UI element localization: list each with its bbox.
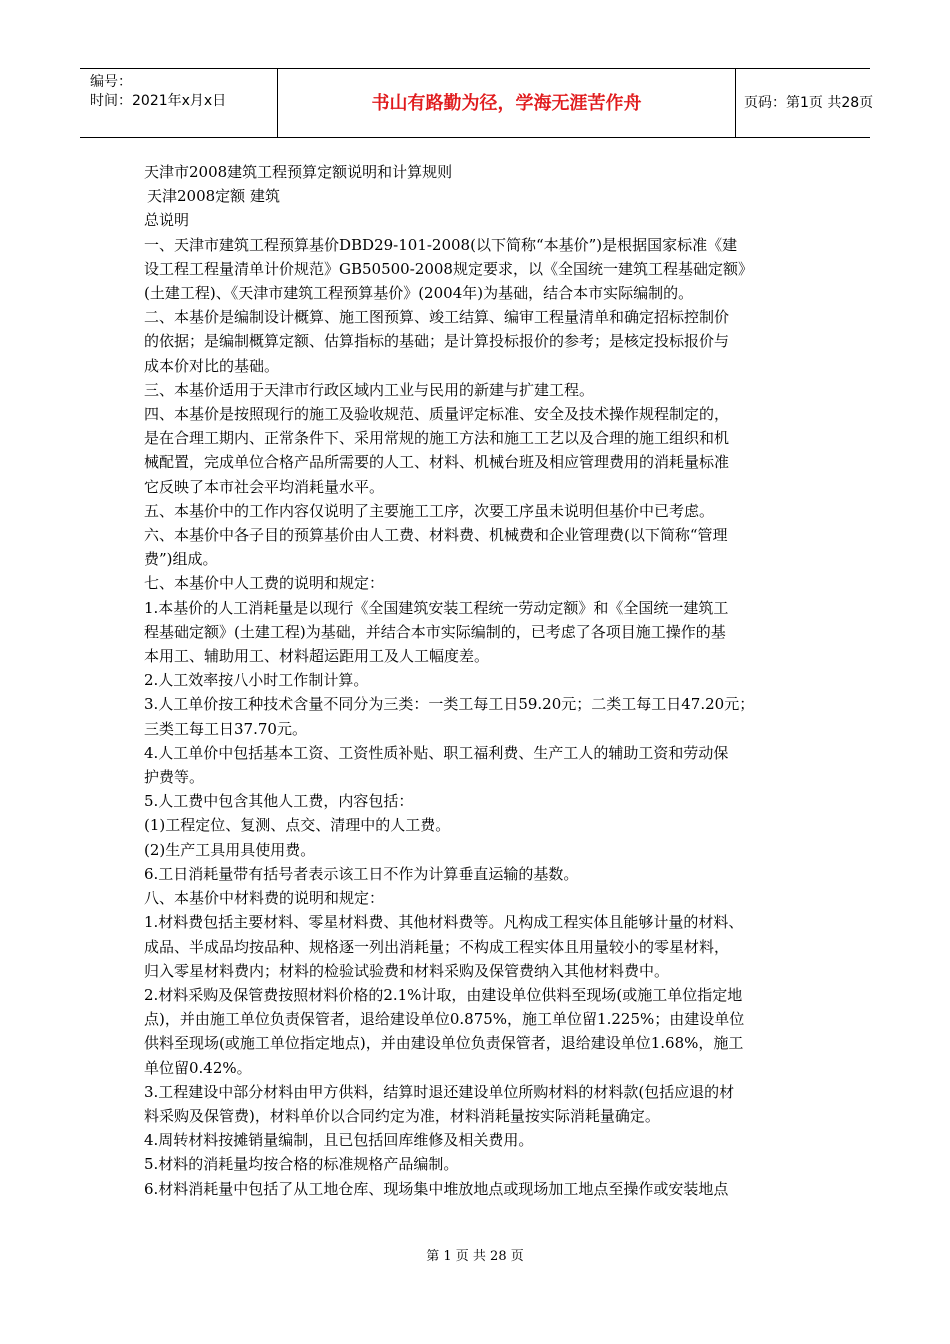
body-line: 程基础定额》(土建工程)为基础，并结合本市实际编制的，已考虑了各项目施工操作的基 xyxy=(144,622,726,641)
document-time-label: 时间：2021年x月x日 xyxy=(90,93,227,109)
body-line: 费”)组成。 xyxy=(144,550,218,569)
body-line: (1)工程定位、复测、点交、清理中的人工费。 xyxy=(144,816,451,835)
body-line: 械配置，完成单位合格产品所需要的人工、材料、机械台班及相应管理费用的消耗量标准 xyxy=(144,453,730,472)
body-line: 2.材料采购及保管费按照材料价格的2.1%计取，由建设单位供料至现场(或施工单位指定地 xyxy=(144,985,743,1004)
body-line: 一、天津市建筑工程预算基价DBD29-101-2008(以下简称“本基价”)是根据国家标准《建 xyxy=(144,235,738,254)
page-header xyxy=(80,68,874,138)
body-line: 成品、半成品均按品种、规格逐一列出消耗量；不构成工程实体且用量较小的零星材料， xyxy=(144,937,730,956)
header-meta-cell xyxy=(80,69,278,137)
body-line: 3.人工单价按工种技术含量不同分为三类：一类工每工日59.20元；二类工每工日47.20元； xyxy=(144,695,755,714)
body-line: 料采购及保管费)，材料单价以合同约定为准，材料消耗量按实际消耗量确定。 xyxy=(144,1106,660,1125)
body-line: 6.材料消耗量中包括了从工地仓库、现场集中堆放地点或现场加工地点至操作或安装地点 xyxy=(144,1179,729,1198)
body-line: 4.周转材料按摊销量编制，且已包括回库维修及相关费用。 xyxy=(144,1131,534,1150)
body-line: 四、本基价是按照现行的施工及验收规范、质量评定标准、安全及技术操作规程制定的， xyxy=(144,405,730,424)
body-line: 供料至现场(或施工单位指定地点)，并由建设单位负责保管者，退给建设单位1.68%，施工 xyxy=(144,1034,744,1053)
body-line: 4.人工单价中包括基本工资、工资性质补贴、职工福利费、生产工人的辅助工资和劳动保 xyxy=(144,743,729,762)
body-line: 归入零星材料费内；材料的检验试验费和材料采购及保管费纳入其他材料费中。 xyxy=(144,961,670,980)
body-line: 5.材料的消耗量均按合格的标准规格产品编制。 xyxy=(144,1155,459,1174)
body-line: 5.人工费中包含其他人工费，内容包括： xyxy=(144,792,414,811)
header-motto-cell xyxy=(278,69,736,137)
body-line: 1.材料费包括主要材料、零星材料费、其他材料费等。凡构成工程实体且能够计量的材料、 xyxy=(144,913,744,932)
body-line: 三、本基价适用于天津市行政区域内工业与民用的新建与扩建工程。 xyxy=(144,380,595,399)
body-line: 五、本基价中的工作内容仅说明了主要施工工序，次要工序虽未说明但基价中已考虑。 xyxy=(144,501,715,520)
body-line: 成本价对比的基础。 xyxy=(144,356,280,375)
body-line: 的依据；是编制概算定额、估算指标的基础；是计算投标报价的参考；是核定投标报价与 xyxy=(144,332,730,351)
body-line: 6.工日消耗量带有括号者表示该工日不作为计算垂直运输的基数。 xyxy=(144,864,579,883)
doc-title: 天津市2008建筑工程预算定额说明和计算规则 xyxy=(144,163,453,181)
body-line: 本用工、辅助用工、材料超运距用工及人工幅度差。 xyxy=(144,647,490,666)
body-line: 是在合理工期内、正常条件下、采用常规的施工方法和施工工艺以及合理的施工组织和机 xyxy=(144,429,730,448)
doc-subtitle: 天津2008定额 建筑 xyxy=(147,187,280,206)
body-line: 点)，并由施工单位负责保管者，退给建设单位0.875%，施工单位留1.225%；由建设单位 xyxy=(144,1010,745,1029)
body-line: 三类工每工日37.70元。 xyxy=(144,719,307,738)
body-line: 二、本基价是编制设计概算、施工图预算、竣工结算、编审工程量清单和确定招标控制价 xyxy=(144,308,730,327)
body-line: 单位留0.42%。 xyxy=(144,1058,252,1077)
body-line: (2)生产工具用具使用费。 xyxy=(144,840,316,859)
body-line: 八、本基价中材料费的说明和规定： xyxy=(144,889,385,908)
body-line: 六、本基价中各子目的预算基价由人工费、材料费、机械费和企业管理费(以下简称“管理 xyxy=(144,526,728,545)
body-line: 它反映了本市社会平均消耗量水平。 xyxy=(144,477,385,496)
body-line: 七、本基价中人工费的说明和规定： xyxy=(144,574,385,593)
page-footer: 第 1 页 共 28 页 xyxy=(426,1249,524,1264)
header-motto: 书山有路勤为径，学海无涯苦作舟 xyxy=(371,93,642,114)
body-line: (土建工程)、《天津市建筑工程预算基价》(2004年)为基础，结合本市实际编制的。 xyxy=(144,284,694,303)
body-line: 3.工程建设中部分材料由甲方供料，结算时退还建设单位所购材料的材料款(包括应退的材 xyxy=(144,1082,735,1101)
body-line: 2.人工效率按八小时工作制计算。 xyxy=(144,671,369,690)
header-page-cell xyxy=(736,69,874,137)
body-line: 1.本基价的人工消耗量是以现行《全国建筑安装工程统一劳动定额》和《全国统一建筑工 xyxy=(144,598,729,617)
document-body xyxy=(144,160,810,1201)
body-line: 护费等。 xyxy=(144,768,205,787)
document-code-label: 编号： xyxy=(90,74,132,90)
body-line: 设工程工程量清单计价规范》GB50500-2008规定要求，以《全国统一建筑工程基础定额》 xyxy=(144,259,753,278)
doc-section-heading: 总说明 xyxy=(144,211,190,230)
header-page-info: 页码：第1页 共28页 xyxy=(744,95,874,111)
